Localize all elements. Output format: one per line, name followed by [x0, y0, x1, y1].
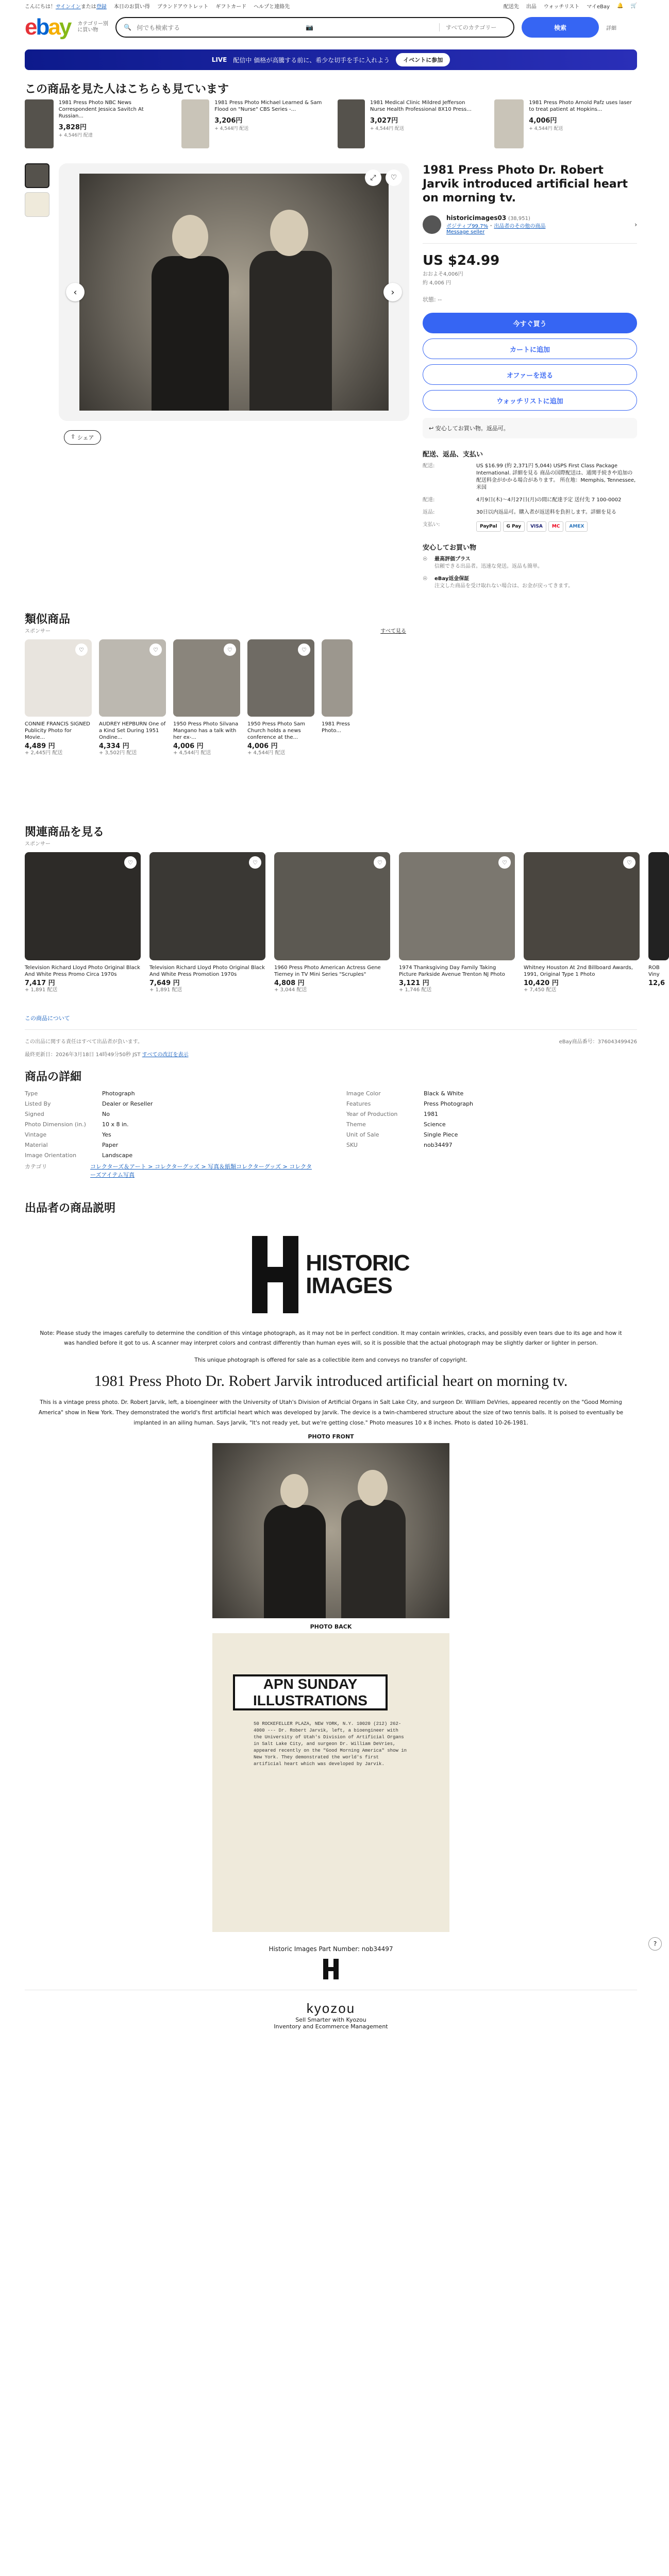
- help-link[interactable]: ヘルプと連絡先: [254, 4, 290, 10]
- spec-key: Features: [346, 1100, 371, 1107]
- protect-title: 安心してお買い物: [423, 544, 477, 552]
- seller-feedback[interactable]: ポジティブ99.7%: [446, 224, 488, 229]
- spec-key: Vintage: [25, 1131, 47, 1138]
- banner-text: 配信中 価格が高騰する前に、希少な切手を手に入れよう: [233, 56, 390, 64]
- photo-back-label: PHOTO BACK: [310, 1623, 352, 1630]
- spec-value: Black & White: [424, 1090, 464, 1097]
- item-price: 4,808 円: [274, 979, 305, 987]
- protect-2: eBay返金保証: [434, 576, 470, 582]
- seller-count: (38,951): [508, 216, 530, 222]
- heart-icon[interactable]: ♡: [498, 856, 511, 869]
- historic-images-small-mark: [323, 1959, 339, 1979]
- product-info: [423, 163, 637, 595]
- spec-key: Signed: [25, 1111, 44, 1117]
- item-title[interactable]: Whitney Houston At 2nd Billboard Awards, 1991, Original Type 1 Photo: [524, 965, 633, 977]
- item-price: 4,489 円: [25, 742, 55, 750]
- description-title: 出品者の商品説明: [25, 1202, 116, 1215]
- spec-value: Landscape: [102, 1152, 133, 1159]
- related-title: 関連商品を見る: [25, 826, 105, 839]
- spec-value: Press Photograph: [424, 1100, 474, 1107]
- image-gallery: [25, 163, 51, 421]
- item-price: 3,121 円: [399, 979, 429, 987]
- seller-other-items[interactable]: 出品者のその他の商品: [494, 224, 546, 229]
- heart-icon[interactable]: ♡: [124, 856, 137, 869]
- item-title[interactable]: Television Richard Lloyd Photo Original Black And White Press Promo Circa 1970s: [25, 965, 140, 977]
- price-approx-sub: 約 4,006 円: [423, 280, 451, 286]
- spec-value: 1981: [424, 1111, 438, 1117]
- heart-icon[interactable]: ♡: [374, 856, 386, 869]
- item-title[interactable]: CONNIE FRANCIS SIGNED Publicity Photo for Movie...: [25, 721, 90, 740]
- listing-meta: [25, 1037, 637, 1058]
- spec-value: Yes: [102, 1131, 111, 1138]
- item-shipping: + 4,544円 配送: [529, 126, 563, 131]
- item-title[interactable]: 1960 Press Photo American Actress Gene Tierney in TV Mini Series "Scruples": [274, 965, 381, 977]
- item-number: eBay商品番号：376043499426: [559, 1039, 637, 1045]
- view-revisions-link[interactable]: すべての改訂を表示: [142, 1052, 189, 1058]
- list-item[interactable]: [149, 852, 265, 993]
- list-item[interactable]: [399, 852, 515, 993]
- shield-icon: ☉: [423, 556, 427, 562]
- spec-value: Single Piece: [424, 1131, 458, 1138]
- also-viewed-list: [25, 99, 637, 156]
- item-shipping: + 3,502円 配送: [99, 750, 137, 756]
- paypal-icon: PayPal: [476, 521, 501, 532]
- product-photo: [79, 174, 389, 411]
- similar-sponsored: スポンサー: [25, 629, 51, 634]
- item-shipping: + 3,044 配送: [274, 987, 307, 993]
- category-breadcrumb[interactable]: コレクターズ＆アート > コレクターグッズ > 写真＆紙類コレクターグッズ > コレクターズアイテム写真: [90, 1163, 312, 1178]
- protect-1: 最高評価プラス: [434, 556, 471, 562]
- cart-icon[interactable]: 🛒: [630, 3, 637, 9]
- live-banner[interactable]: [25, 49, 637, 70]
- item-shipping: + 4,544円 配送: [247, 750, 286, 756]
- row-key: 配達:: [423, 497, 435, 503]
- visa-icon: VISA: [527, 521, 546, 532]
- item-title[interactable]: 1981 Press Photo NBC News Correspondent Jessica Savitch At Russian...: [58, 100, 144, 119]
- specs-title: 商品の詳細: [25, 1071, 82, 1083]
- returns-row: [423, 509, 637, 516]
- item-title[interactable]: 1950 Press Photo Sam Church holds a news conference at the...: [247, 721, 306, 740]
- heart-icon[interactable]: ♡: [75, 643, 88, 656]
- item-title[interactable]: 1974 Thanksgiving Day Family Taking Picture Parkside Avenue Trenton NJ Photo: [399, 965, 505, 977]
- share-icon: ⇧: [71, 433, 77, 440]
- payments-row: [423, 521, 637, 532]
- kyozou-tagline: Sell Smarter with Kyozou: [295, 2016, 366, 2023]
- search-button[interactable]: 検索: [522, 17, 599, 38]
- logo-line-1: HISTORIC: [306, 1250, 410, 1276]
- seller-name[interactable]: historicimages03: [446, 214, 507, 222]
- shipping-title: 配送、返品、支払い: [423, 451, 483, 459]
- item-thumbnail[interactable]: [181, 99, 210, 148]
- item-price: 4,006円: [529, 117, 557, 125]
- search-bar[interactable]: [115, 17, 514, 38]
- prev-image-button[interactable]: ‹: [66, 283, 85, 301]
- add-to-watchlist-button[interactable]: ウォッチリストに追加: [423, 390, 637, 411]
- spec-value: Paper: [102, 1142, 119, 1148]
- historic-images-logo: [25, 1236, 637, 1313]
- list-item[interactable]: [173, 639, 240, 756]
- spec-value: Science: [424, 1121, 446, 1128]
- list-item[interactable]: [25, 852, 141, 993]
- kyozou-logo: [25, 2001, 637, 2030]
- join-event-button[interactable]: イベントに参加: [396, 53, 450, 66]
- typed-caption: 50 ROCKEFELLER PLAZA, NEW YORK, N.Y. 10020 (212) 262-4000 --- Dr. Robert Jarvik, left, a bioengineer with the University of Utah's Division of Artificial Organs in Salt Lake City, and surgeon Dr. William DeVries, appeared recently on the "Good Morning America" show in New York. They demonstrated the world's first artificial heart which was developed by Jarvik.: [254, 1721, 407, 1767]
- spec-key: Type: [25, 1090, 38, 1097]
- live-badge: LIVE: [211, 56, 227, 63]
- item-shipping: + 4,546円 配達: [58, 133, 93, 138]
- item-title[interactable]: 1981 Press Photo Arnold Pafz uses laser to treat patient at Hopkins...: [529, 100, 632, 112]
- item-title[interactable]: AUDREY HEPBURN One of a Kind Set During 1951 Ondine...: [99, 721, 166, 740]
- row-value: 4月9日(木)〜4月27日(月)の間に配達予定 送付先 7 100-0002: [476, 497, 622, 503]
- heart-icon[interactable]: ♡: [298, 643, 310, 656]
- item-shipping: + 4,544円 配送: [370, 126, 405, 131]
- my-ebay-link[interactable]: マイeBay: [587, 4, 610, 10]
- heart-icon[interactable]: ♡: [224, 643, 236, 656]
- condition-value: --: [438, 296, 442, 303]
- gift-cards-link[interactable]: ギフトカード: [215, 4, 247, 10]
- similar-carousel: [25, 639, 416, 756]
- search-icon: 🔍: [124, 24, 132, 31]
- item-price: 4,006 円: [173, 742, 204, 750]
- list-item[interactable]: [322, 639, 353, 756]
- spec-key: カテゴリ: [25, 1163, 47, 1170]
- item-title[interactable]: 1981 Press Photo Michael Learned & Sam Flood on "Nurse" CBS Series -...: [214, 100, 322, 112]
- item-price: 3,206円: [214, 117, 243, 125]
- seller-description: [25, 1236, 637, 2030]
- about-item-link[interactable]: この商品について: [25, 1015, 70, 1022]
- row-key: 支払い:: [423, 522, 440, 528]
- item-shipping: + 2,445円 配送: [25, 750, 63, 756]
- row-key: 配送:: [423, 463, 435, 469]
- spec-key: Year of Production: [346, 1111, 398, 1117]
- item-shipping: + 4,544円 配送: [173, 750, 211, 756]
- register-link[interactable]: 登録: [96, 4, 107, 10]
- item-thumbnail[interactable]: [494, 99, 524, 148]
- historic-images-mark: [252, 1236, 298, 1313]
- bell-icon[interactable]: 🔔: [617, 3, 624, 9]
- price: US $24.99: [423, 253, 500, 268]
- spec-key: SKU: [346, 1142, 358, 1148]
- copyright-note: This unique photograph is offered for sale as a collectible item and conveys no transfer of copyright.: [194, 1357, 467, 1363]
- item-shipping: + 1,891 配送: [149, 987, 182, 993]
- list-item[interactable]: [25, 639, 92, 756]
- shop-by-category[interactable]: カテゴリー別に買い物: [77, 21, 108, 33]
- mastercard-icon: MC: [548, 521, 564, 532]
- description-heading: 1981 Press Photo Dr. Robert Jarvik introduced artificial heart on morning tv.: [94, 1372, 568, 1389]
- specs-table: [25, 1090, 637, 1179]
- kyozou-subtitle: Inventory and Ecommerce Management: [274, 2023, 388, 2030]
- kyozou-name: kyozou: [306, 2001, 356, 2016]
- see-all-link[interactable]: すべて見る: [380, 629, 406, 634]
- spec-key: Image Color: [346, 1090, 381, 1097]
- heart-icon[interactable]: ♡: [249, 856, 261, 869]
- item-title[interactable]: 1981 Medical Clinic Mildred Jefferson Nurse Health Professional 8X10 Press...: [370, 100, 472, 112]
- ship-to-link[interactable]: 配送先: [503, 4, 519, 10]
- photo-front-image: [212, 1443, 449, 1618]
- make-offer-button[interactable]: オファーを送る: [423, 364, 637, 385]
- heart-icon[interactable]: ♡: [149, 643, 162, 656]
- search-input[interactable]: 何でも検索する: [137, 24, 180, 31]
- row-value: 30日以内返品可。購入者が返送料を負担します。詳細を見る: [476, 510, 616, 515]
- item-title[interactable]: Television Richard Lloyd Photo Original Black And White Press Promotion 1970s: [149, 965, 265, 977]
- share-label: シェア: [77, 434, 94, 441]
- gallery-thumb-front[interactable]: [25, 163, 49, 188]
- description-body: This is a vintage press photo. Dr. Robert Jarvik, left, a bioengineer with the University of Utah's Division of Artificial Organs in Salt Lake City, and surgeon Dr. William DeVries, appeared recently on the "Good Morning America" show in New York. They demonstrated the world's first artificial heart which was developed by Jarvik. The device is a twin-chambered structure about the size of two tennis balls. It is poised to eventually be implanted in an ailing human. Says Jarvik, "It's not ready yet, but we're getting close." Photo measures 10 x 8 inches. Photo is dated 10-26-1981.: [38, 1399, 624, 1426]
- share-button[interactable]: [64, 430, 101, 445]
- spec-key: Photo Dimension (in.): [25, 1121, 86, 1128]
- condition-label: 状態:: [423, 296, 436, 303]
- logo-line-2: IMAGES: [306, 1273, 392, 1298]
- item-price: 7,417 円: [25, 979, 55, 987]
- item-title[interactable]: 1950 Press Photo Silvana Mangano has a talk with her ex-...: [173, 721, 239, 740]
- tip-text: 安心してお買い物。返品可。: [435, 425, 509, 432]
- expand-icon[interactable]: ⤢: [365, 170, 381, 186]
- top-bar: [0, 0, 662, 11]
- header: [0, 11, 662, 43]
- gallery-thumb-back[interactable]: [25, 192, 49, 217]
- list-item[interactable]: [494, 99, 638, 156]
- condition-note: Note: Please study the images carefully to determine the condition of this vintage photograph, as it may not be in perfect condition. It may contain wrinkles, cracks, and possibly even tears due to its age and how it was handled before it got to us. A scanner may interpret colors and contrast differently than human eyes will, so it is possible that the actual photograph may be slightly darker or lighter in person.: [40, 1330, 622, 1346]
- also-viewed-title: この商品を見た人はこちらも見ています: [25, 83, 229, 96]
- product-section: [25, 163, 637, 595]
- apn-stamp: APN SUNDAY ILLUSTRATIONS: [233, 1674, 388, 1710]
- condition: [423, 295, 637, 303]
- item-price: 4,006 円: [247, 742, 278, 750]
- similar-title: 類似商品: [25, 613, 71, 626]
- message-seller-link[interactable]: Message seller: [446, 229, 485, 235]
- item-thumbnail[interactable]: [338, 99, 365, 148]
- seller-avatar[interactable]: [423, 215, 441, 234]
- buy-now-button[interactable]: 今すぐ買う: [423, 313, 637, 333]
- row-key: 返品:: [423, 510, 435, 515]
- list-item[interactable]: [648, 852, 669, 993]
- item-shipping: + 7,450 配送: [524, 987, 557, 993]
- item-price: 4,334 円: [99, 742, 129, 750]
- chevron-right-icon[interactable]: ›: [634, 221, 637, 228]
- return-tip: [423, 418, 637, 438]
- greeting: こんにちは！サインインまたは登録: [25, 4, 107, 10]
- spec-key: Image Orientation: [25, 1152, 77, 1159]
- spec-value: 10 x 8 in.: [102, 1121, 129, 1128]
- list-item[interactable]: [524, 852, 640, 993]
- spec-key: Unit of Sale: [346, 1131, 379, 1138]
- help-button[interactable]: ?: [648, 1937, 662, 1951]
- list-item[interactable]: [99, 639, 166, 756]
- main-image[interactable]: [59, 163, 409, 421]
- part-number: Historic Images Part Number: nob34497: [269, 1945, 393, 1953]
- camera-icon[interactable]: 📷: [306, 24, 314, 31]
- protect-1-sub: 信頼できる出品者。迅速な発送。返品も簡単。: [434, 564, 543, 569]
- list-item[interactable]: [274, 852, 390, 993]
- ebay-logo[interactable]: ebay: [25, 14, 71, 40]
- spec-key: Listed By: [25, 1100, 51, 1107]
- item-shipping: + 1,746 配送: [399, 987, 432, 993]
- sell-link[interactable]: 出品: [526, 4, 537, 10]
- row-value: US $16.99 (約 2,371円 5,044) USPS First Class Package International. 詳細を見る 商品の国際配送は、通関手続きや追加の配送料金がかかる場合があります。 所在地：Memphis, Tennessee, 米国: [476, 463, 636, 490]
- return-icon: ↩: [429, 425, 436, 432]
- list-item[interactable]: [338, 99, 481, 156]
- item-shipping: + 4,544円 配送: [214, 126, 249, 131]
- related-carousel: [25, 852, 665, 993]
- watchlist-link[interactable]: ウォッチリスト: [543, 4, 580, 10]
- protect-2-sub: 注文した商品を受け取れない場合は、お金が戻ってきます。: [434, 583, 574, 589]
- money-back-icon: ☉: [423, 576, 427, 582]
- spec-value: Photograph: [102, 1090, 135, 1097]
- heart-icon[interactable]: ♡: [623, 856, 635, 869]
- item-price: 3,027円: [370, 117, 398, 125]
- shipping-row: [423, 463, 637, 492]
- delivery-row: [423, 497, 637, 504]
- brand-outlet-link[interactable]: ブランドアウトレット: [157, 4, 209, 10]
- signin-link[interactable]: サインイン: [56, 4, 81, 10]
- notice-text: この出品に関する責任はすべて出品者が負います。: [25, 1039, 143, 1045]
- seller-card[interactable]: historicimages03 (38,951) ポジティブ99.7% · 出品者のその他の商品 Message seller ›: [423, 214, 637, 244]
- spec-value: nob34497: [424, 1142, 453, 1148]
- product-title: 1981 Press Photo Dr. Robert Jarvik introduced artificial heart on morning tv.: [423, 164, 628, 205]
- list-item[interactable]: [25, 99, 168, 156]
- related-sponsored: スポンサー: [25, 841, 51, 847]
- spec-value: No: [102, 1111, 110, 1117]
- heart-icon[interactable]: ♡: [386, 170, 402, 186]
- item-price: 12,6: [648, 979, 665, 987]
- item-price: 7,649 円: [149, 979, 180, 987]
- list-item[interactable]: [181, 99, 325, 156]
- advanced-search-link[interactable]: 詳細: [606, 25, 616, 31]
- payment-methods: [476, 521, 588, 532]
- spec-key: Theme: [346, 1121, 366, 1128]
- item-shipping: + 1,891 配送: [25, 987, 58, 993]
- photo-back-image: [212, 1633, 449, 1932]
- next-image-button[interactable]: ›: [383, 283, 402, 301]
- item-title[interactable]: 1981 Press Photo...: [322, 721, 350, 734]
- price-approx: おおよそ4,006円: [423, 272, 463, 277]
- amex-icon: AMEX: [565, 521, 588, 532]
- gpay-icon: G Pay: [503, 521, 525, 532]
- item-thumbnail[interactable]: [25, 99, 54, 148]
- category-select[interactable]: すべてのカテゴリー: [439, 23, 506, 31]
- item-price: 10,420 円: [524, 979, 559, 987]
- last-updated: 最終更新日：2026年3月18日 14時49分50秒 JST: [25, 1052, 141, 1058]
- spec-value: Dealer or Reseller: [102, 1100, 153, 1107]
- photo-front-label: PHOTO FRONT: [308, 1433, 354, 1440]
- item-price: 3,828円: [58, 124, 87, 131]
- list-item[interactable]: [247, 639, 314, 756]
- daily-deals-link[interactable]: 本日のお買い得: [113, 4, 150, 10]
- add-to-cart-button[interactable]: カートに追加: [423, 338, 637, 359]
- spec-key: Material: [25, 1142, 48, 1148]
- item-title[interactable]: ROB Viny: [648, 965, 660, 977]
